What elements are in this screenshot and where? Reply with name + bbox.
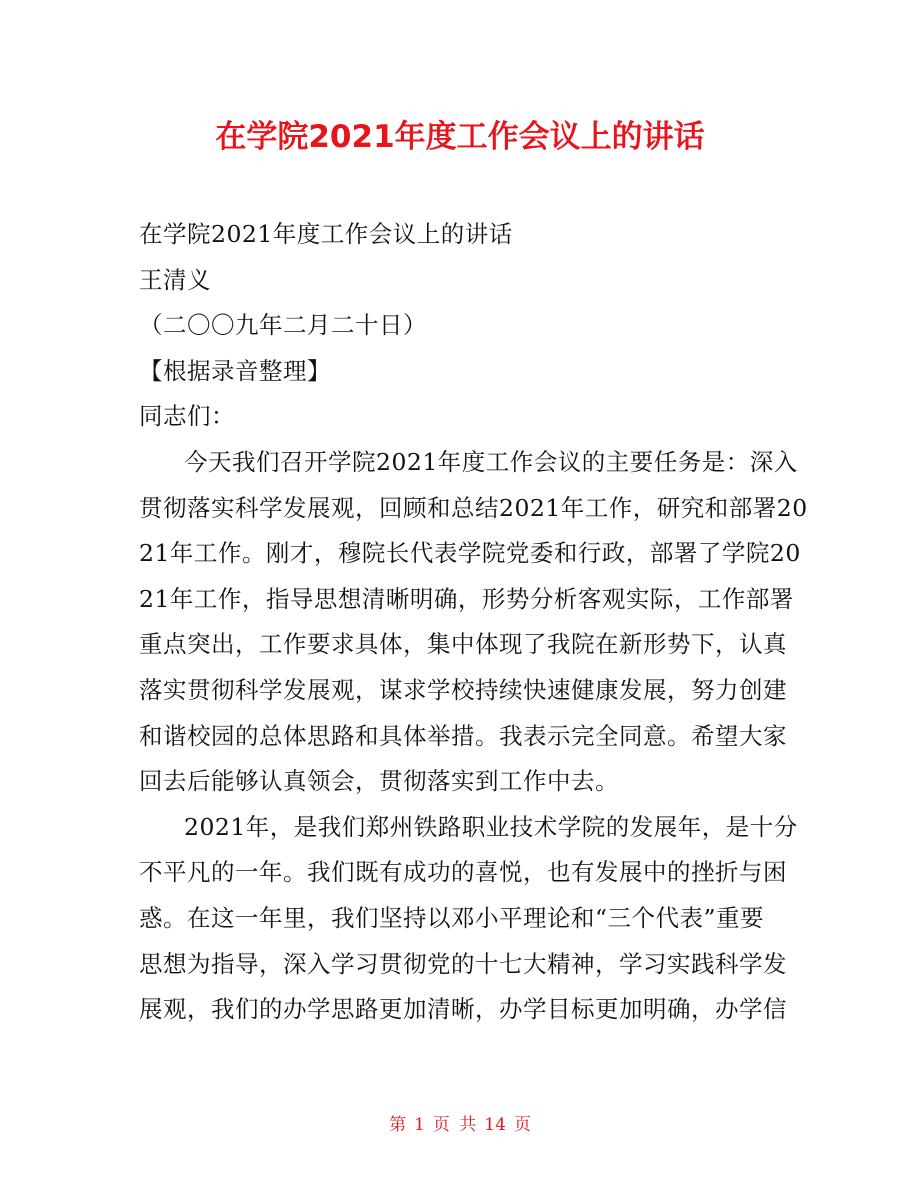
paragraph1-line: 和谐校园的总体思路和具体举措。我表示完全同意。希望大家	[139, 721, 787, 750]
paragraph2-line: 惑。在这一年里，我们坚持以邓小平理论和“三个代表”重要	[139, 903, 765, 932]
total-pages-number: 14	[484, 1115, 506, 1135]
paragraph2-line: 展观，我们的办学思路更加清晰，办学目标更加明确，办学信	[139, 995, 787, 1024]
paragraph1-line: 21年工作。刚才，穆院长代表学院党委和行政，部署了学院20	[139, 539, 801, 568]
page-number-footer	[0, 1111, 920, 1139]
paragraph1-line: 回去后能够认真领会，贯彻落实到工作中去。	[139, 767, 619, 796]
paragraph1-line: 21年工作，指导思想清晰明确，形势分析客观实际，工作部署	[139, 584, 794, 613]
header-line-note: 【根据录音整理】	[139, 356, 331, 385]
paragraph1-line: 重点突出，工作要求具体，集中体现了我院在新形势下，认真	[139, 630, 787, 659]
header-line-title: 在学院2021年度工作会议上的讲话	[139, 220, 513, 248]
current-page-number: 1	[414, 1115, 425, 1135]
document-body	[139, 212, 808, 1033]
header-line-salutation: 同志们：	[139, 402, 235, 431]
header-line-author: 王清义	[139, 265, 211, 294]
paragraph2-line: 思想为指导，深入学习贯彻党的十七大精神，学习实践科学发	[139, 949, 787, 978]
page-label-suffix: 页	[513, 1115, 531, 1135]
paragraph2-line: 不平凡的一年。我们既有成功的喜悦，也有发展中的挫折与困	[139, 858, 787, 887]
paragraph2-line: 2021年，是我们郑州铁路职业技术学院的发展年，是十分	[184, 812, 798, 841]
document-title: 在学院2021年度工作会议上的讲话	[215, 119, 705, 155]
paragraph1-line: 今天我们召开学院2021年度工作会议的主要任务是：深入	[184, 447, 798, 476]
page-label-mid: 页 共	[432, 1115, 477, 1135]
paragraph1-line: 贯彻落实科学发展观，回顾和总结2021年工作，研究和部署20	[139, 493, 808, 522]
paragraph1-line: 落实贯彻科学发展观，谋求学校持续快速健康发展，努力创建	[139, 675, 787, 704]
page-label-prefix: 第	[389, 1115, 407, 1135]
header-line-date: （二〇〇九年二月二十日）	[139, 311, 427, 340]
